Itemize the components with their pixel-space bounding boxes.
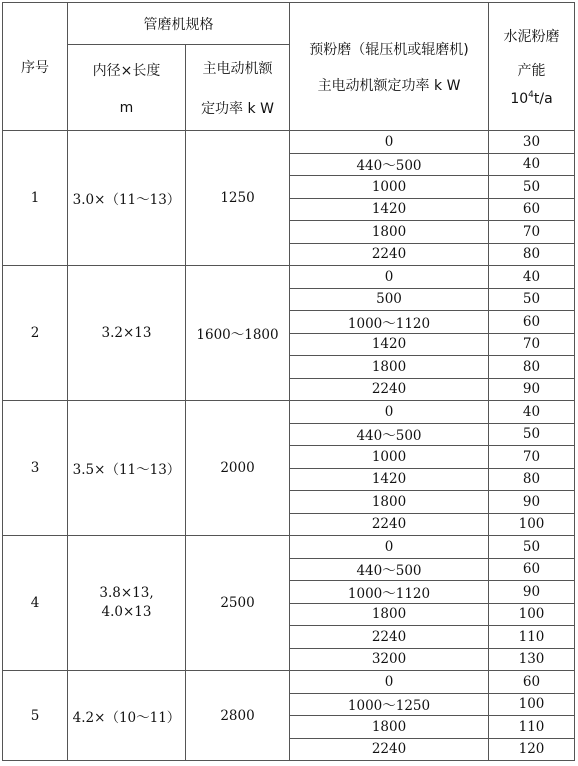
group-seq: 1 (3, 131, 68, 266)
group-power: 2800 (186, 671, 290, 761)
pregrind-power-cell: 2240 (290, 243, 489, 266)
pregrind-power-cell: 0 (290, 401, 489, 424)
capacity-cell: 50 (489, 176, 575, 199)
header-cement-unit-base: 10 (510, 91, 529, 107)
capacity-cell: 110 (489, 626, 575, 649)
table-row (3, 131, 575, 154)
group-size (68, 536, 186, 671)
header-cement-line2: 产能 (517, 63, 546, 79)
capacity-cell: 90 (489, 378, 575, 401)
mill-spec-table (2, 2, 575, 761)
group-power: 2000 (186, 401, 290, 536)
group-size: 3.2×13 (68, 266, 186, 401)
group-size-line2: 4.0×13 (101, 604, 152, 620)
pregrind-power-cell: 1800 (290, 356, 489, 379)
capacity-cell: 60 (489, 198, 575, 221)
header-main-motor-line1: 主电动机额 (202, 60, 273, 77)
capacity-cell: 90 (489, 581, 575, 604)
group-power: 1600～1800 (186, 266, 290, 401)
pregrind-power-cell: 1800 (290, 603, 489, 626)
header-diameter-length-label: 内径×长度 (92, 62, 161, 79)
pregrind-power-cell: 500 (290, 288, 489, 311)
capacity-cell: 40 (489, 266, 575, 289)
capacity-cell: 110 (489, 716, 575, 739)
capacity-cell: 120 (489, 738, 575, 761)
capacity-cell: 50 (489, 423, 575, 446)
capacity-cell: 80 (489, 356, 575, 379)
capacity-cell: 80 (489, 468, 575, 491)
header-cement-line1: 水泥粉磨 (503, 29, 560, 45)
table-row (3, 266, 575, 289)
group-seq: 3 (3, 401, 68, 536)
group-size: 4.2×（10～11） (68, 671, 186, 761)
header-cement-unit-exp: 4 (528, 90, 534, 100)
table-row (3, 401, 575, 424)
capacity-cell: 70 (489, 221, 575, 244)
capacity-cell: 50 (489, 288, 575, 311)
pregrind-power-cell: 1420 (290, 468, 489, 491)
header-pregrind-line2: 主电动机额定功率 k W (317, 77, 461, 94)
capacity-cell: 130 (489, 648, 575, 671)
pregrind-power-cell: 0 (290, 266, 489, 289)
header-tube-mill-spec: 管磨机规格 (68, 3, 290, 45)
pregrind-power-cell: 2240 (290, 738, 489, 761)
capacity-cell: 70 (489, 446, 575, 469)
pregrind-power-cell: 1000～1250 (290, 693, 489, 716)
pregrind-power-cell: 2240 (290, 626, 489, 649)
capacity-cell: 80 (489, 243, 575, 266)
pregrind-power-cell: 1000 (290, 176, 489, 199)
header-seq: 序号 (3, 3, 68, 131)
header-pregrind-line1: 预粉磨（辊压机或辊磨机) (309, 41, 469, 58)
pregrind-power-cell: 3200 (290, 648, 489, 671)
header-pregrind (290, 3, 489, 131)
group-seq: 5 (3, 671, 68, 761)
group-size-line1: 3.8×13, (99, 585, 154, 601)
pregrind-power-cell: 1800 (290, 491, 489, 514)
capacity-cell: 100 (489, 513, 575, 536)
pregrind-power-cell: 440～500 (290, 558, 489, 581)
capacity-cell: 30 (489, 131, 575, 154)
pregrind-power-cell: 1000～1120 (290, 311, 489, 334)
table-row (3, 671, 575, 694)
group-power: 1250 (186, 131, 290, 266)
capacity-cell: 60 (489, 311, 575, 334)
pregrind-power-cell: 1420 (290, 333, 489, 356)
capacity-cell: 60 (489, 558, 575, 581)
header-diameter-length (68, 45, 186, 131)
pregrind-power-cell: 1000 (290, 446, 489, 469)
pregrind-power-cell: 1800 (290, 716, 489, 739)
pregrind-power-cell: 0 (290, 131, 489, 154)
pregrind-power-cell: 1800 (290, 221, 489, 244)
group-size: 3.5×（11～13） (68, 401, 186, 536)
capacity-cell: 40 (489, 401, 575, 424)
header-unit-m: m (119, 99, 134, 116)
pregrind-power-cell: 440～500 (290, 423, 489, 446)
pregrind-power-cell: 2240 (290, 513, 489, 536)
group-power: 2500 (186, 536, 290, 671)
pregrind-power-cell: 1000～1120 (290, 581, 489, 604)
header-cement-unit (489, 90, 574, 107)
capacity-cell: 60 (489, 671, 575, 694)
pregrind-power-cell: 0 (290, 671, 489, 694)
capacity-cell: 100 (489, 603, 575, 626)
pregrind-power-cell: 2240 (290, 378, 489, 401)
header-cement-unit-suffix: t/a (533, 91, 553, 107)
capacity-cell: 90 (489, 491, 575, 514)
group-seq: 4 (3, 536, 68, 671)
pregrind-power-cell: 1420 (290, 198, 489, 221)
group-size: 3.0×（11～13） (68, 131, 186, 266)
capacity-cell: 50 (489, 536, 575, 559)
pregrind-power-cell: 440～500 (290, 153, 489, 176)
header-main-motor-line2: 定功率 k W (201, 100, 274, 117)
table-row (3, 536, 575, 559)
capacity-cell: 70 (489, 333, 575, 356)
group-seq: 2 (3, 266, 68, 401)
capacity-cell: 40 (489, 153, 575, 176)
capacity-cell: 100 (489, 693, 575, 716)
header-cement-capacity (489, 3, 575, 131)
header-main-motor (186, 45, 290, 131)
pregrind-power-cell: 0 (290, 536, 489, 559)
